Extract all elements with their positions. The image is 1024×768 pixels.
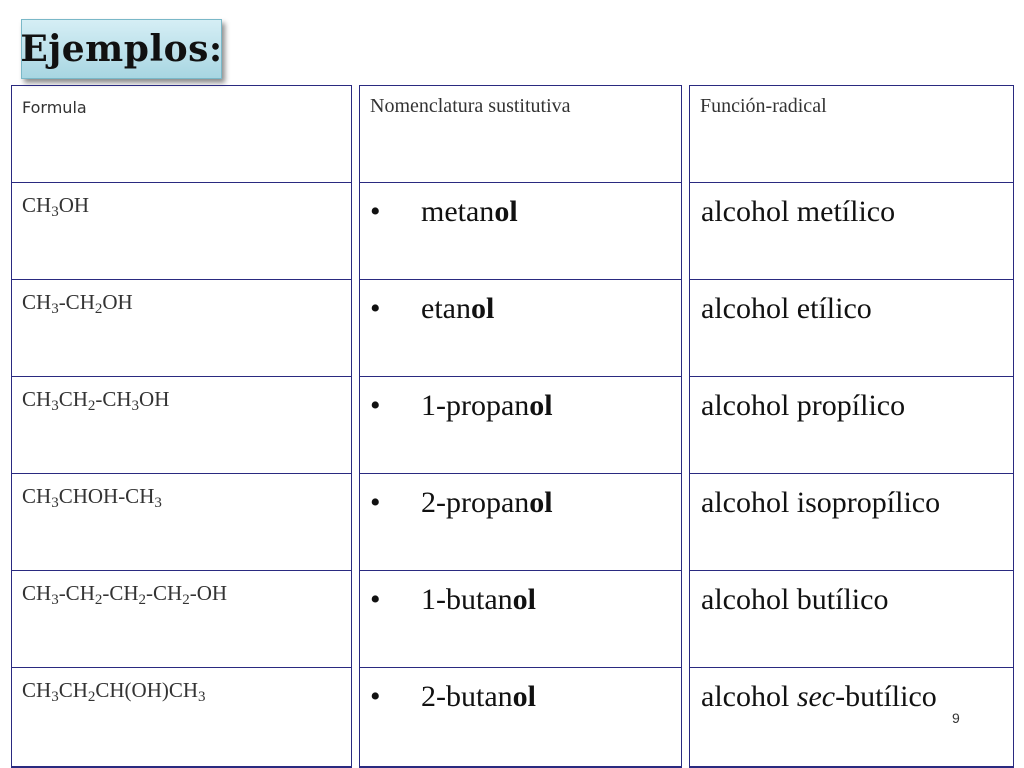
name-suffix: ol <box>494 195 518 228</box>
nomenclature-name <box>421 292 494 326</box>
formula-cell <box>12 377 351 474</box>
bullet-icon: • <box>370 583 381 616</box>
bullet-icon: • <box>370 680 381 713</box>
formula-cell <box>12 183 351 280</box>
title-banner <box>21 19 222 79</box>
formula-text: $CH_3CH_2CH(OH)CH_3$ <box>22 678 206 705</box>
radical-cell <box>690 377 1013 474</box>
nomenclature-column <box>359 85 682 768</box>
radical-name: alcohol etílico <box>701 292 872 325</box>
nomenclature-cell <box>360 280 681 377</box>
formula-text: $CH_3CH_2-CH_3OH$ <box>22 387 170 414</box>
radical-header: Función-radical <box>700 95 827 117</box>
nomenclature-cell <box>360 183 681 280</box>
name-stem: 2-butan <box>421 680 513 713</box>
name-suffix: ol <box>512 583 536 616</box>
bullet-icon: • <box>370 195 381 228</box>
formula-cell <box>12 668 351 766</box>
radical-column <box>689 85 1014 768</box>
bullet-icon: • <box>370 389 381 422</box>
formula-text: $CH_3-CH_2OH$ <box>22 290 133 317</box>
formula-cell <box>12 280 351 377</box>
radical-name: alcohol isopropílico <box>701 486 941 519</box>
formula-text: $CH_3CHOH-CH_3$ <box>22 484 162 511</box>
formula-cell <box>12 571 351 668</box>
formula-text: $CH_3OH$ <box>22 193 90 220</box>
slide-title: Ejemplos: <box>20 28 223 70</box>
name-stem: 2-propan <box>421 486 530 519</box>
nomenclature-cell <box>360 571 681 668</box>
radical-cell <box>690 280 1013 377</box>
page-number: 9 <box>952 710 960 726</box>
bullet-icon: • <box>370 486 381 519</box>
nomenclature-header-cell <box>360 86 681 183</box>
nomenclature-cell <box>360 668 681 766</box>
name-suffix: ol <box>529 486 553 519</box>
name-suffix: ol <box>512 680 536 713</box>
formula-header: Formula <box>22 98 87 117</box>
name-stem: etan <box>421 292 471 325</box>
nomenclature-name <box>421 486 553 520</box>
name-suffix: ol <box>529 389 553 422</box>
radical-cell <box>690 474 1013 571</box>
nomenclature-cell <box>360 474 681 571</box>
nomenclature-header: Nomenclatura sustitutiva <box>370 95 571 117</box>
nomenclature-name <box>421 389 553 423</box>
name-stem: 1-propan <box>421 389 530 422</box>
nomenclature-cell <box>360 377 681 474</box>
formula-column <box>11 85 352 768</box>
name-stem: metan <box>421 195 495 228</box>
nomenclature-name <box>421 583 536 617</box>
name-suffix: ol <box>470 292 495 325</box>
radical-name: alcohol sec-butílico <box>701 680 937 713</box>
formula-cell <box>12 474 351 571</box>
radical-cell <box>690 183 1013 280</box>
radical-name: alcohol propílico <box>701 389 906 422</box>
formula-text: $CH_3-CH_2-CH_2-CH_2-OH$ <box>22 581 228 608</box>
bullet-icon: • <box>370 292 381 325</box>
radical-cell <box>690 668 1013 766</box>
radical-name: alcohol metílico <box>701 195 896 228</box>
nomenclature-name <box>421 195 518 229</box>
nomenclature-name <box>421 680 536 714</box>
radical-header-cell <box>690 86 1013 183</box>
formula-header-cell <box>12 86 351 183</box>
radical-cell <box>690 571 1013 668</box>
name-stem: 1-butan <box>421 583 513 616</box>
radical-name: alcohol butílico <box>701 583 889 616</box>
